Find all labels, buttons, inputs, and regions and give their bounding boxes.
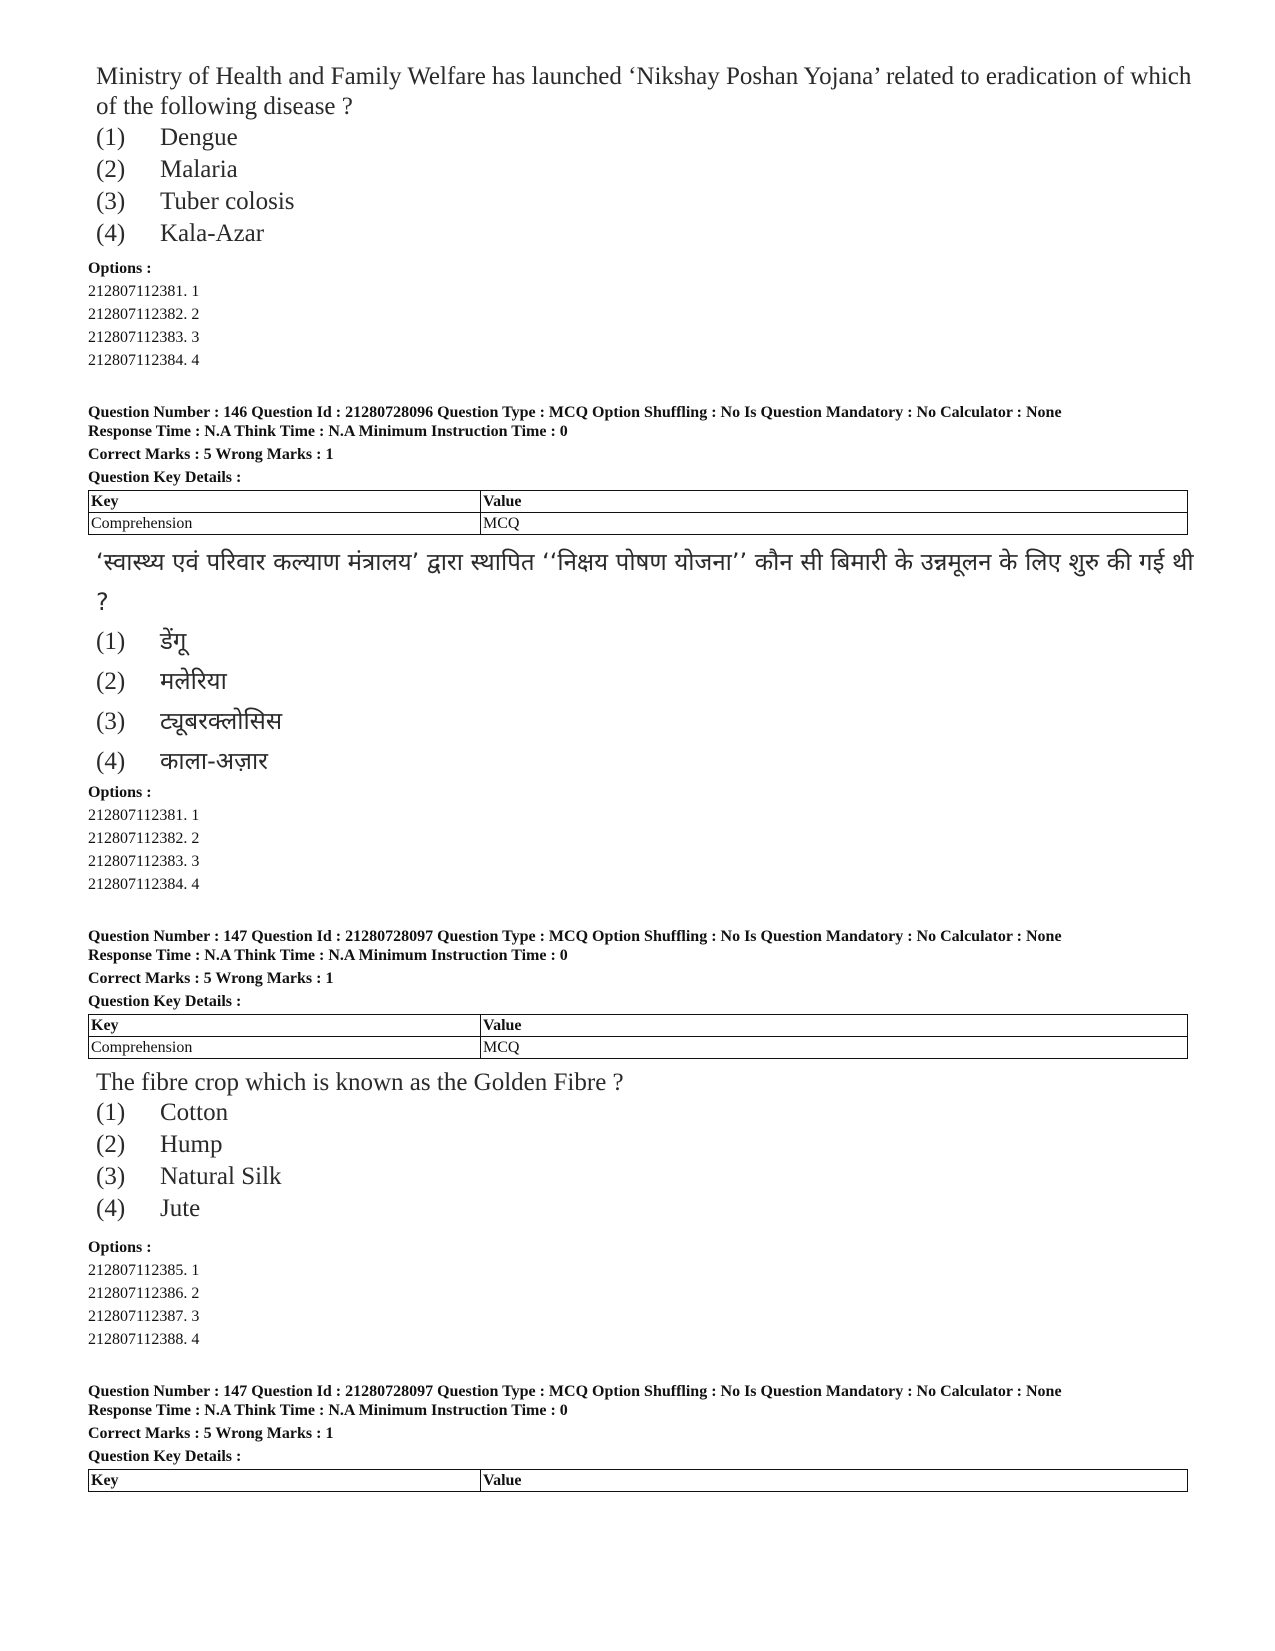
- choice-1: (1) डेंगू: [96, 627, 187, 655]
- option-id: 212807112385. 1: [88, 1262, 200, 1279]
- option-id: 212807112381. 1: [88, 283, 200, 300]
- key-value-table: [88, 1014, 1188, 1059]
- key-cell: Comprehension: [89, 1037, 481, 1059]
- value-header: Value: [481, 1015, 1188, 1037]
- option-id: 212807112388. 4: [88, 1331, 200, 1348]
- question-text: Ministry of Health and Family Welfare has launched ‘Nikshay Poshan Yojana’ related to eradication of which of the following disease ?: [96, 63, 1192, 120]
- key-details-label: Question Key Details :: [88, 469, 242, 486]
- value-cell: MCQ: [481, 513, 1188, 535]
- options-label: Options :: [88, 784, 152, 801]
- choice-3: (3) Tuber colosis: [96, 188, 295, 215]
- option-id: 212807112382. 2: [88, 830, 200, 847]
- option-id: 212807112382. 2: [88, 306, 200, 323]
- key-details-label: Question Key Details :: [88, 1448, 242, 1465]
- option-id: 212807112387. 3: [88, 1308, 200, 1325]
- question-meta: Response Time : N.A Think Time : N.A Minimum Instruction Time : 0: [88, 423, 568, 440]
- table-header-row: [89, 1015, 1188, 1037]
- question-meta: Question Number : 147 Question Id : 21280728097 Question Type : MCQ Option Shuffling : No Is Question Mandatory : No Calculator : None: [88, 1383, 1062, 1400]
- key-header: Key: [89, 1015, 481, 1037]
- key-value-table: [88, 1469, 1188, 1492]
- option-id: 212807112384. 4: [88, 876, 200, 893]
- key-value-table: [88, 490, 1188, 535]
- marks-line: Correct Marks : 5 Wrong Marks : 1: [88, 1425, 334, 1442]
- option-id: 212807112383. 3: [88, 329, 200, 346]
- option-id: 212807112383. 3: [88, 853, 200, 870]
- option-id: 212807112386. 2: [88, 1285, 200, 1302]
- choice-1: (1) Cotton: [96, 1099, 229, 1126]
- key-cell: Comprehension: [89, 513, 481, 535]
- marks-line: Correct Marks : 5 Wrong Marks : 1: [88, 446, 334, 463]
- question-meta: Response Time : N.A Think Time : N.A Minimum Instruction Time : 0: [88, 1402, 568, 1419]
- table-header-row: [89, 491, 1188, 513]
- choice-4: (4) काला-अज़ार: [96, 747, 268, 775]
- table-row: [89, 513, 1188, 535]
- value-header: Value: [481, 491, 1188, 513]
- marks-line: Correct Marks : 5 Wrong Marks : 1: [88, 970, 334, 987]
- value-cell: MCQ: [481, 1037, 1188, 1059]
- choice-4: (4) Jute: [96, 1195, 201, 1222]
- key-details-label: Question Key Details :: [88, 993, 242, 1010]
- options-label: Options :: [88, 1239, 152, 1256]
- value-header: Value: [481, 1470, 1188, 1492]
- question-meta: Response Time : N.A Think Time : N.A Minimum Instruction Time : 0: [88, 947, 568, 964]
- question-meta: Question Number : 146 Question Id : 21280728096 Question Type : MCQ Option Shuffling : No Is Question Mandatory : No Calculator : None: [88, 404, 1062, 421]
- choice-2: (2) मलेरिया: [96, 667, 227, 695]
- option-id: 212807112381. 1: [88, 807, 200, 824]
- choice-2: (2) Hump: [96, 1131, 223, 1158]
- question-meta: Question Number : 147 Question Id : 21280728097 Question Type : MCQ Option Shuffling : No Is Question Mandatory : No Calculator : None: [88, 928, 1062, 945]
- options-label: Options :: [88, 260, 152, 277]
- key-header: Key: [89, 1470, 481, 1492]
- choice-4: (4) Kala-Azar: [96, 220, 265, 247]
- question-text: The fibre crop which is known as the Golden Fibre ?: [96, 1069, 624, 1096]
- choice-2: (2) Malaria: [96, 156, 238, 183]
- choice-3: (3) Natural Silk: [96, 1163, 282, 1190]
- choice-1: (1) Dengue: [96, 124, 238, 151]
- choice-3: (3) ट्यूबरक्लोसिस: [96, 707, 283, 735]
- question-text: ‘स्वास्थ्य एवं परिवार कल्याण मंत्रालय’ द्वारा स्थापित ‘‘निक्षय पोषण योजना’’ कौन सी बिमारी के उन्नमूलन के लिए शुरु की गई थी ?: [96, 548, 1194, 616]
- key-header: Key: [89, 491, 481, 513]
- table-header-row: [89, 1470, 1188, 1492]
- option-id: 212807112384. 4: [88, 352, 200, 369]
- table-row: [89, 1037, 1188, 1059]
